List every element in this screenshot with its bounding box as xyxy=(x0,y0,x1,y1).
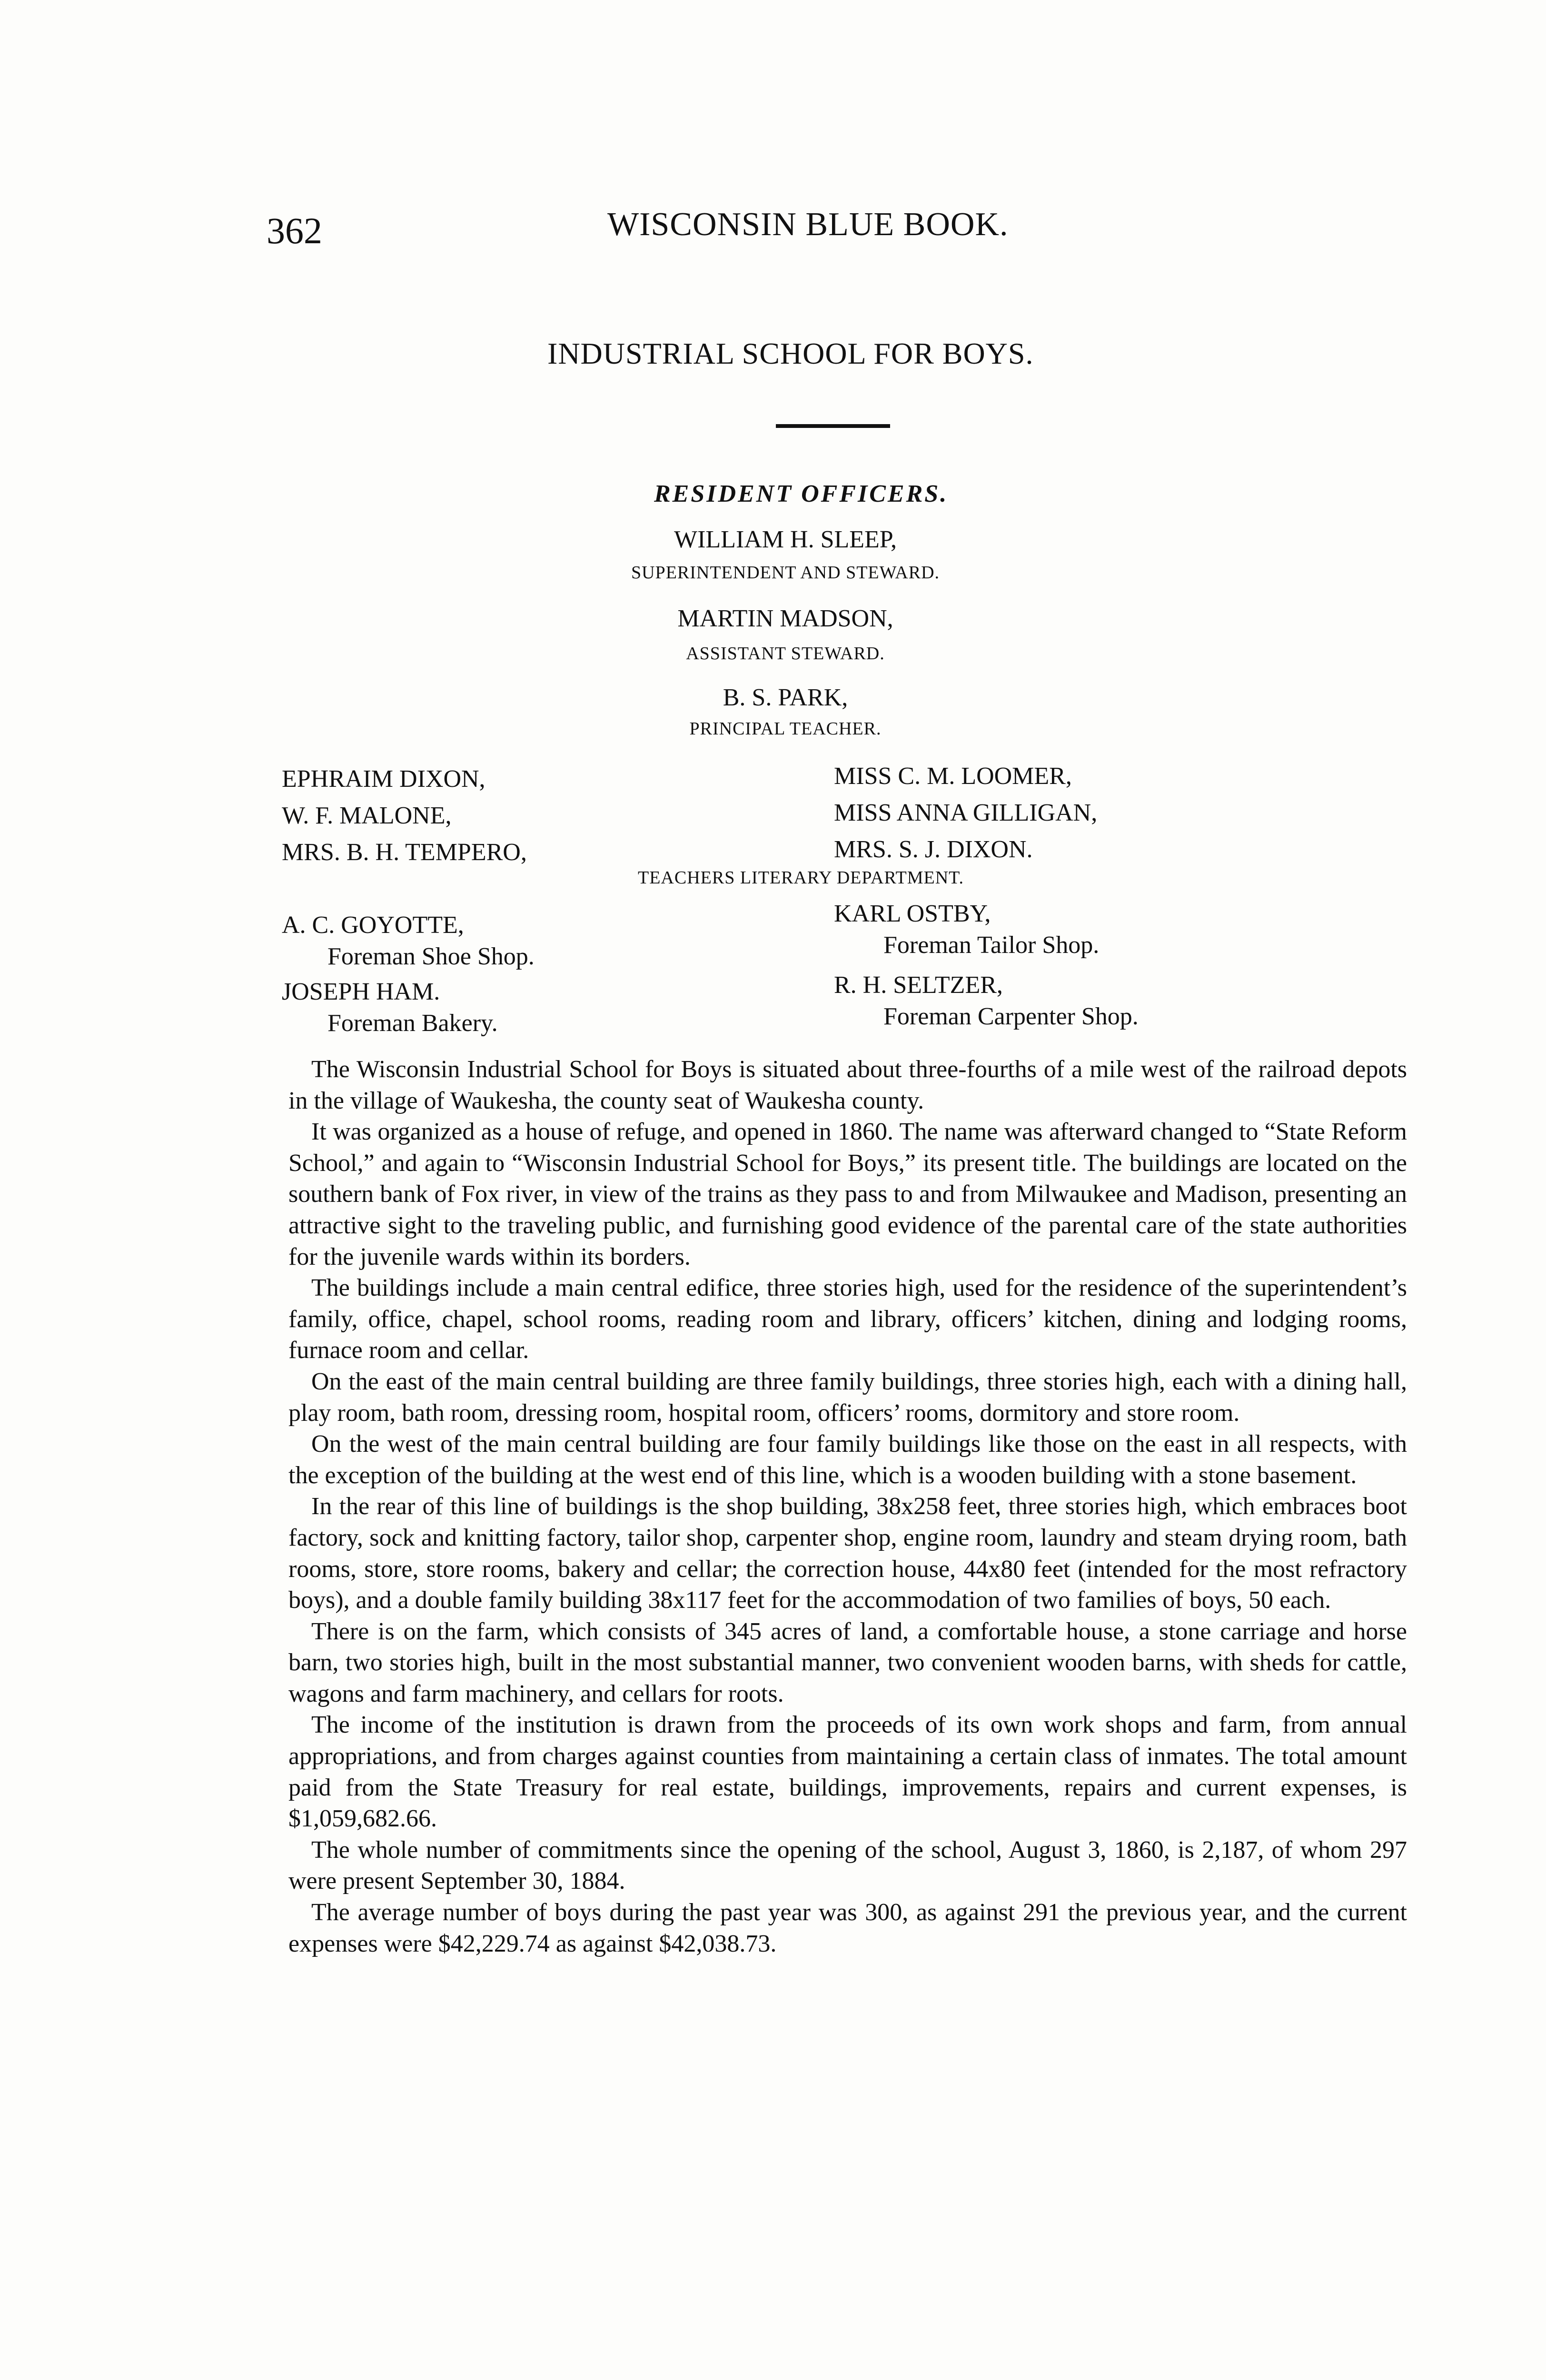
paragraph: There is on the farm, which consists of 345 acres of land, a comfortable house, a stone carriage and horse barn, two stories high, built in the most substantial manner, two convenient wooden barns, with sheds for cattle, wagons and farm machinery, and cellars for roots. xyxy=(288,1617,1407,1707)
paragraph: On the east of the main central building are three family buildings, three stories high, each with a dining hall, play room, bath room, dressing room, hospital room, officers’ rooms, dormitory and store room. xyxy=(288,1368,1407,1427)
paragraph: In the rear of this line of buildings is the shop building, 38x258 feet, three stories high, which embraces boot factory, sock and knitting factory, tailor shop, carpenter shop, engine room, laundry and steam drying room, bath rooms, store, store rooms, bakery and cellar; the correction house, 44x80 feet (intended for the most refractory boys), and a double family building 38x117 feet for the accommodation of two families of boys, 50 each. xyxy=(288,1493,1407,1614)
paragraph: On the west of the main central building are four family buildings like those on the east in all respects, with the exception of the building at the west end of this line, which is a wooden building with a stone basement. xyxy=(288,1430,1407,1489)
foreman-entry xyxy=(834,902,1099,958)
teacher-name: MISS C. M. LOOMER, xyxy=(834,763,1072,790)
teacher-name: MRS. B. H. TEMPERO, xyxy=(282,839,527,866)
foreman-name: R. H. SELTZER, xyxy=(834,972,1003,999)
officer-title-row xyxy=(505,564,1066,582)
officer-assistant-steward xyxy=(505,606,1066,631)
officer-name: MARTIN MADSON, xyxy=(677,605,893,632)
teacher-name: MISS ANNA GILLIGAN, xyxy=(834,799,1098,826)
foreman-role: Foreman Bakery. xyxy=(327,1010,498,1037)
officer-title-row xyxy=(505,645,1066,663)
resident-officers-heading: RESIDENT OFFICERS. xyxy=(654,480,949,507)
officer-title: ASSISTANT STEWARD. xyxy=(686,644,885,664)
foreman-entry xyxy=(282,980,498,1036)
officer-principal xyxy=(505,685,1066,710)
title-rule xyxy=(776,424,890,428)
teachers-left-column xyxy=(282,761,527,871)
officer-superintendent xyxy=(505,527,1066,552)
officer-name: B. S. PARK, xyxy=(723,684,848,711)
teacher-name: EPHRAIM DIXON, xyxy=(282,765,486,793)
officer-title-row xyxy=(505,720,1066,738)
paragraph: The whole number of commitments since the opening of the school, August 3, 1860, is 2,187, of whom 297 were present September 30, 1884. xyxy=(288,1836,1407,1895)
foreman-role: Foreman Carpenter Shop. xyxy=(883,1003,1139,1030)
officer-title: SUPERINTENDENT AND STEWARD. xyxy=(631,563,940,583)
paragraph: The average number of boys during the past year was 300, as against 291 the previous year, and the current expenses were $42,229.74 as against $42,038.73. xyxy=(288,1899,1407,1957)
foreman-name: A. C. GOYOTTE, xyxy=(282,912,464,939)
paragraph: The buildings include a main central edifice, three stories high, used for the residence of the superintendent’s family, office, chapel, school rooms, reading room and library, officers’ kitchen, dining and lodging rooms, furnace room and cellar. xyxy=(288,1274,1407,1364)
foreman-role: Foreman Shoe Shop. xyxy=(327,943,535,970)
foreman-name: JOSEPH HAM. xyxy=(282,978,440,1005)
paragraph: It was organized as a house of refuge, and opened in 1860. The name was afterward changed to “State Reform School,” and again to “Wisconsin Industrial School for Boys,” its present title. The buildings are located on the southern bank of Fox river, in view of the trains as they pass to and from Milwaukee and Madison, presenting an attractive sight to the traveling public, and furnishing good evidence of the parental care of the state authorities for the juvenile wards within its borders. xyxy=(288,1118,1407,1270)
teachers-department-label: TEACHERS LITERARY DEPARTMENT. xyxy=(638,868,964,888)
foreman-entry xyxy=(834,973,1139,1029)
officer-title: PRINCIPAL TEACHER. xyxy=(689,719,882,739)
teacher-name: W. F. MALONE, xyxy=(282,802,452,829)
body-text xyxy=(288,1054,1407,1959)
teachers-right-column xyxy=(834,758,1097,868)
page-number: 362 xyxy=(267,210,322,251)
teacher-name: MRS. S. J. DIXON. xyxy=(834,836,1033,863)
section-title: INDUSTRIAL SCHOOL FOR BOYS. xyxy=(547,337,1034,370)
officer-name: WILLIAM H. SLEEP, xyxy=(674,526,897,553)
foreman-entry xyxy=(282,913,535,969)
paragraph: The Wisconsin Industrial School for Boys is situated about three-fourths of a mile west of the railroad depots in the village of Waukesha, the county seat of Waukesha county. xyxy=(288,1056,1407,1114)
paragraph: The income of the institution is drawn from the proceeds of its own work shops and farm, from annual appropriations, and from charges against counties from maintaining a certain class of inmates. The total amount paid from the State Treasury for real estate, buildings, improvements, repairs and current expenses, is $1,059,682.66. xyxy=(288,1711,1407,1833)
running-head: WISCONSIN BLUE BOOK. xyxy=(607,206,1009,243)
foreman-role: Foreman Tailor Shop. xyxy=(883,932,1100,959)
foreman-name: KARL OSTBY, xyxy=(834,900,991,927)
